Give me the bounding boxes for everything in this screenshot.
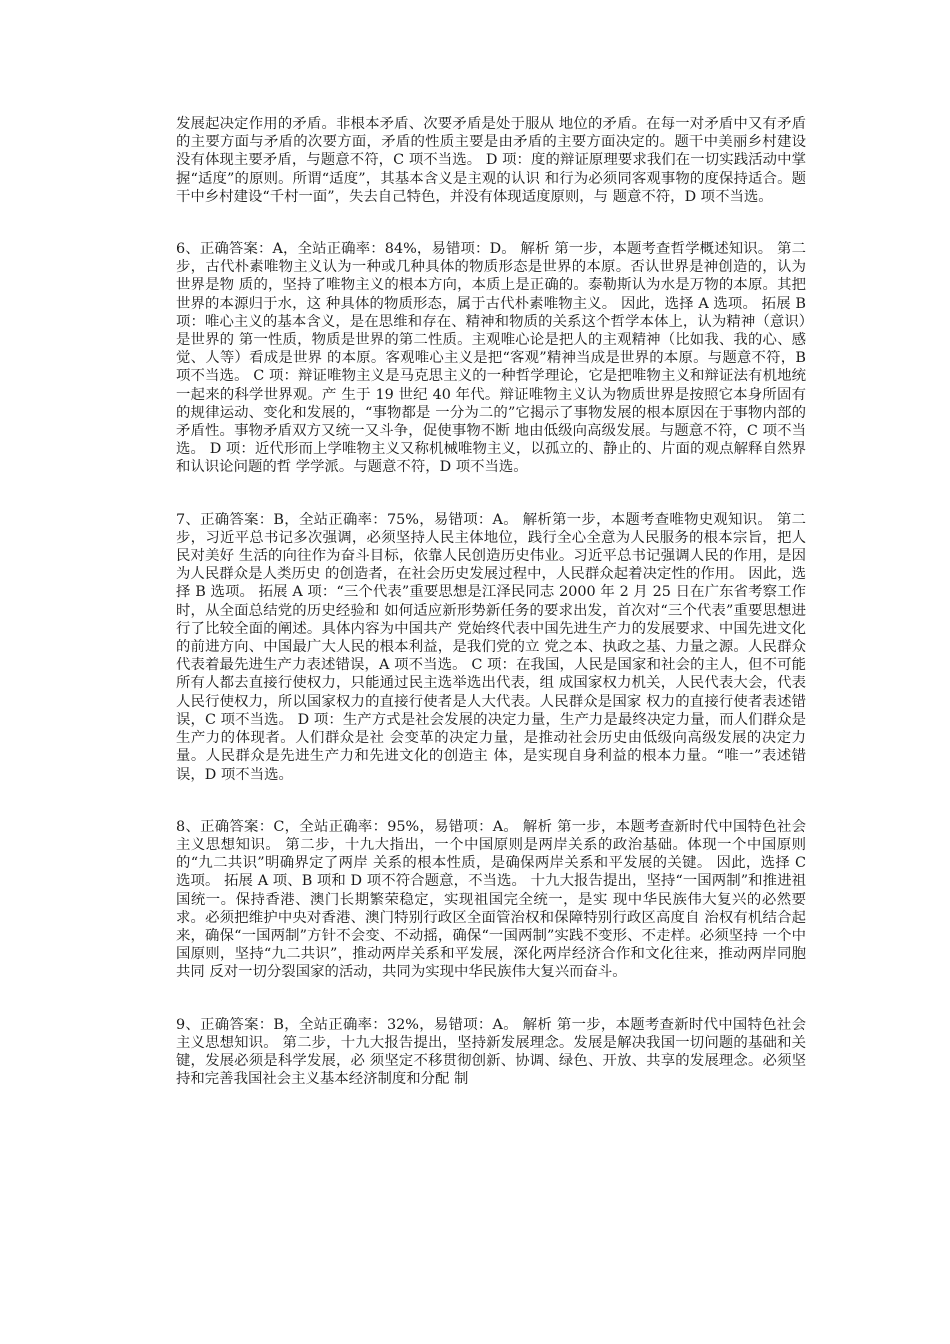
answer-paragraph-9: 9、正确答案：B，全站正确率：32%，易错项：A。 解析 第一步，本题考查新时代中国特色社会主义思想知识。 第二步，十九大报告提出，坚持新发展理念。发展是解决我国一切问题的基础和关键，发展必须是科学发展，必 须坚定不移贯彻创新、协调、绿色、开放、共享的发展理念。必须坚持和完善我国社会主义基本经济制度和分配 制 [176, 1016, 806, 1088]
answer-paragraph-8: 8、正确答案：C，全站正确率：95%，易错项：A。 解析 第一步，本题考查新时代中国特色社会主义思想知识。 第二步，十九大指出，一个中国原则是两岸关系的政治基础。体现一个中国原则的“九二共识”明确界定了两岸 关系的根本性质，是确保两岸关系和平发展的关键。 因此，选择 C 选项。 拓展 A 项、B 项和 D 项不符合题意，不当选。 十九大报告提出，坚持“一国两制”和推进祖国统一。保持香港、澳门长期繁荣稳定，实现祖国完全统一，是实 现中华民族伟大复兴的必然要求。必须把维护中央对香港、澳门特别行政区全面管治权和保障特别行政区高度自 治权有机结合起来，确保“一国两制”方针不会变、不动摇，确保“一国两制”实践不变形、不走样。必须坚持 一个中国原则，坚持“九二共识”，推动两岸关系和平发展，深化两岸经济合作和文化往来，推动两岸同胞共同 反对一切分裂国家的活动，共同为实现中华民族伟大复兴而奋斗。 [176, 818, 806, 981]
paragraph-continuation: 发展起决定作用的矛盾。非根本矛盾、次要矛盾是处于服从 地位的矛盾。在每一对矛盾中又有矛盾的主要方面与矛盾的次要方面，矛盾的性质主要是由矛盾的主要方面决定的。题干中美丽乡村建设没有体现主要矛盾，与题意不符，C 项不当选。 D 项：度的辩证原理要求我们在一切实践活动中掌握“适度”的原则。所谓“适度”，其基本含义是主观的认识 和行为必须同客观事物的度保持适合。题干中乡村建设“千村一面”，失去自己特色，并没有体现适度原则，与 题意不符，D 项不当选。 [176, 116, 806, 205]
answer-paragraph-7: 7、正确答案：B，全站正确率：75%，易错项：A。 解析第一步，本题考查唯物史观知识。 第二步，习近平总书记多次强调，必须坚持人民主体地位，践行全心全意为人民服务的根本宗旨，把人民对美好 生活的向往作为奋斗目标，依靠人民创造历史伟业。习近平总书记强调人民的作用，是因为人民群众是人类历史 的创造者，在社会历史发展过程中，人民群众起着决定性的作用。 因此，选择 B 选项。 拓展 A 项：“三个代表”重要思想是江泽民同志 2000 年 2 月 25 日在广东省考察工作时，从全面总结党的历史经验和 如何适应新形势新任务的要求出发，首次对“三个代表”重要思想进行了比较全面的阐述。具体内容为中国共产 党始终代表中国先进生产力的发展要求、中国先进文化的前进方向、中国最广大人民的根本利益，是我们党的立 党之本、执政之基、力量之源。人民群众代表着最先进生产力表述错误，A 项不当选。 C 项：在我国，人民是国家和社会的主人，但不可能所有人都去直接行使权力，只能通过民主选举选出代表，组 成国家权力机关，人民代表大会，代表人民行使权力，所以国家权力的直接行使者是人大代表。人民群众是国家 权力的直接行使者表述错误，C 项不当选。 D 项：生产方式是社会发展的决定力量，生产力是最终决定力量，而人们群众是生产力的体现者。人们群众是社 会变革的决定力量，是推动社会历史由低级向高级发展的决定力量。人民群众是先进生产力和先进文化的创造主 体，是实现自身利益的根本力量。“唯一”表述错误，D 项不当选。 [176, 511, 806, 783]
answer-paragraph-6: 6、正确答案：A，全站正确率：84%，易错项：D。 解析 第一步，本题考查哲学概述知识。 第二步，古代朴素唯物主义认为一种或几种具体的物质形态是世界的本原。否认世界是神创造的，认为世界是物 质的，坚持了唯物主义的根本方向，本质上是正确的。泰勒斯认为水是万物的本原。其把世界的本源归于水，这 种具体的物质形态，属于古代朴素唯物主义。 因此，选择 A 选项。 拓展 B 项：唯心主义的基本含义，是在思维和存在、精神和物质的关系这个哲学本体上，认为精神（意识）是世界的 第一性质，物质是世界的第二性质。主观唯心论是把人的主观精神（比如我、我的心、感觉、人等）看成是世界 的本原。客观唯心主义是把“客观”精神当成是世界的本原。与题意不符，B 项不当选。 C 项：辩证唯物主义是马克思主义的一种哲学理论，它是把唯物主义和辩证法有机地统一起来的科学世界观。产 生于 19 世纪 40 年代。辩证唯物主义认为物质世界是按照它本身所固有的规律运动、变化和发展的，“事物都是 一分为二的”它揭示了事物发展的根本原因在于事物内部的矛盾性。事物矛盾双方又统一又斗争，促使事物不断 地由低级向高级发展。与题意不符，C 项不当选。 D 项：近代形而上学唯物主义又称机械唯物主义，以孤立的、静止的、片面的观点解释自然界和认识论问题的哲 学学派。与题意不符，D 项不当选。 [176, 241, 806, 476]
document-page [176, 115, 806, 1122]
